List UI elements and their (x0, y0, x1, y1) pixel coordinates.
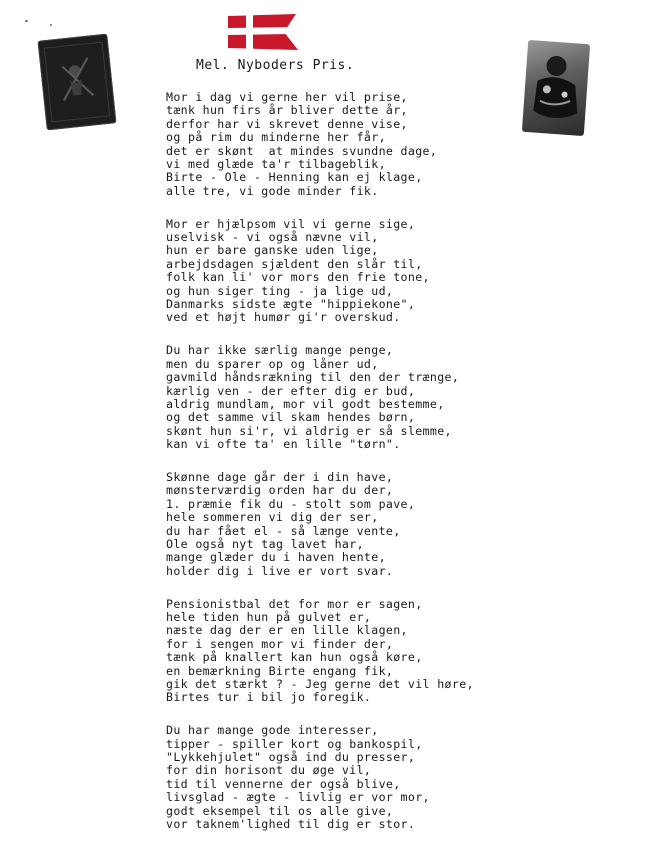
poem-line: godt eksempel til os alle give, (166, 803, 394, 818)
stanza (166, 218, 646, 325)
poem-line: uselvisk - vi også nævne vil, (166, 230, 379, 245)
poem-line: mange glæder du i haven hente, (166, 550, 386, 565)
poem-line: vor taknem'lighed til dig er stor. (166, 817, 416, 832)
poem-line: arbejdsdagen sjældent den slår til, (166, 256, 423, 271)
poem-line: for din horisont du øge vil, (166, 763, 372, 778)
poem-line: mønsterværdig orden har du der, (166, 483, 394, 498)
poem-line: og det samme vil skam hendes børn, (166, 410, 416, 425)
poem-line: alle tre, vi gode minder fik. (166, 183, 379, 198)
poem-line: det er skønt at mindes svundne dage, (166, 143, 438, 158)
poem-line: Birtes tur i bil jo foregik. (166, 690, 372, 705)
poem-line: kærlig ven - der efter dig er bud, (166, 383, 416, 398)
poem-line: Ole også nyt tag lavet har, (166, 536, 364, 551)
paper-speck (50, 24, 52, 26)
poem-line: skønt hun si'r, vi aldrig er så slemme, (166, 423, 452, 438)
poem-line: holder dig i live er vort svar. (166, 563, 394, 578)
poem-line: du har fået el - så længe vente, (166, 523, 401, 538)
poem-line: kan vi ofte ta' en lille "tørn". (166, 437, 401, 452)
poem-line: tænk hun firs år bliver dette år, (166, 103, 408, 118)
poem-line: Du har mange gode interesser, (166, 723, 379, 738)
poem-line: folk kan li' vor mors den frie tone, (166, 270, 430, 285)
poem-line: gavmild håndsrækning til den der trænge, (166, 370, 460, 385)
stanza (166, 91, 646, 198)
poem-line: gik det stærkt ? - Jeg gerne det vil høre, (166, 677, 474, 691)
poem-line: hun er bare ganske uden lige, (166, 243, 379, 258)
poem-line: tid til vennerne der også blive, (166, 776, 401, 791)
stanza (166, 344, 646, 451)
danish-swallowtail-flag-icon (226, 10, 300, 52)
poem-line: aldrig mundlam, mor vil godt bestemme, (166, 396, 445, 411)
poem-line: Danmarks sidste ægte "hippiekone", (166, 297, 416, 312)
poem-line: Mor i dag vi gerne her vil prise, (166, 90, 408, 104)
poem-line: og på rim du minderne her får, (166, 130, 386, 145)
poem-line: hele sommeren vi dig der ser, (166, 510, 379, 525)
poem-line: Pensionistbal det for mor er sagen, (166, 596, 423, 611)
dark-figure-card-icon (37, 34, 116, 131)
stanza (166, 724, 646, 831)
poem-line: en bemærkning Birte engang fik, (166, 663, 394, 678)
poem-line: tipper - spiller kort og bankospil, (166, 736, 423, 751)
poem-line: hele tiden hun på gulvet er, (166, 609, 372, 624)
poem-line: ved et højt humør gi'r overskud. (166, 310, 401, 325)
poem-line: næste dag der er en lille klagen, (166, 623, 408, 638)
poem-body (166, 91, 646, 851)
poem-line: Birte - Ole - Henning kan ej klage, (166, 170, 423, 185)
poem-line: livsglad - ægte - livlig er vor mor, (166, 790, 430, 805)
stanza (166, 598, 646, 705)
paper-speck (25, 20, 28, 22)
poem-line: tænk på knallert kan hun også køre, (166, 650, 423, 665)
poem-line: men du sparer op og låner ud, (166, 356, 379, 371)
poem-line: Du har ikke særlig mange penge, (166, 343, 394, 358)
poem-line: 1. præmie fik du - stolt som pave, (166, 496, 416, 511)
poem-line: "Lykkehjulet" også ind du presser, (166, 750, 416, 765)
poem-line: og hun siger ting - ja lige ud, (166, 283, 394, 298)
poem-line: for i sengen mor vi finder der, (166, 636, 394, 651)
song-melody-title: Mel. Nyboders Pris. (196, 58, 355, 73)
poem-line: Skønne dage går der i din have, (166, 469, 394, 484)
poem-line: derfor har vi skrevet denne vise, (166, 116, 408, 131)
poem-line: vi med glæde ta'r tilbageblik, (166, 157, 386, 172)
stanza (166, 471, 646, 578)
poem-line: Mor er hjælpsom vil vi gerne sige, (166, 216, 416, 231)
